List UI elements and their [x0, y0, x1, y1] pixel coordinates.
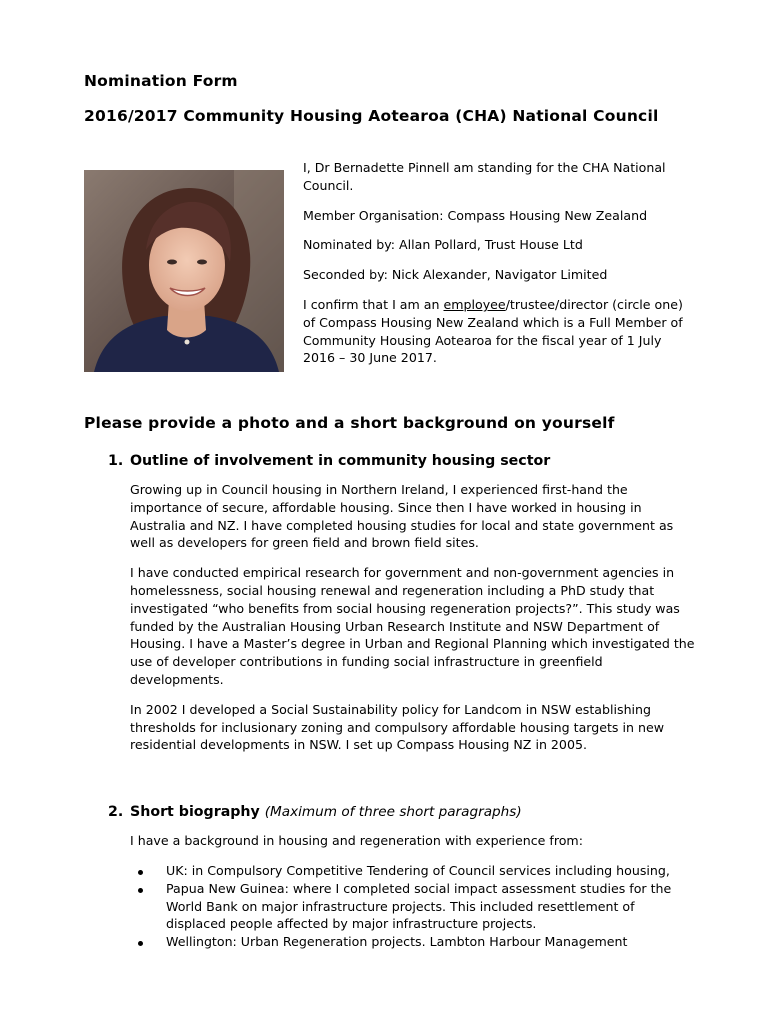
membership-confirmation	[303, 296, 688, 367]
list-item: Papua New Guinea: where I completed social impact assessment studies for the World Bank on major infrastructure projects. This included resettlement of displaced people affected by major infrastructure projects.	[130, 880, 695, 933]
form-title: Nomination Form	[84, 72, 238, 90]
biography-list	[130, 862, 695, 951]
confirm-prefix: I confirm that I am an	[303, 296, 444, 312]
item-2-intro-text: I have a background in housing and regeneration with experience from:	[130, 833, 583, 848]
item-2-heading	[108, 804, 522, 820]
item-1-body	[130, 481, 695, 766]
candidate-photo	[84, 170, 284, 372]
seconded-by: Seconded by: Nick Alexander, Navigator Limited	[303, 267, 608, 283]
candidate-details	[303, 159, 688, 379]
nominated-by: Nominated by: Allan Pollard, Trust House Ltd	[303, 237, 583, 253]
item-1-paragraph: Growing up in Council housing in Northern Ireland, I experienced first-hand the importance of secure, affordable housing. Since then I have worked in housing in Australia and NZ. I have completed housing studies for local and state government as well as developers for green field and brown field sites.	[130, 482, 674, 551]
item-2-title: Short biography	[130, 804, 260, 820]
bullet-icon	[138, 870, 143, 875]
list-item: UK: in Compulsory Competitive Tendering of Council services including housing,	[130, 862, 695, 880]
item-1-paragraph: In 2002 I developed a Social Sustainability policy for Landcom in NSW establishing thresholds for inclusionary zoning and compulsory affordable housing targets in new residential developments in NSW. I set up Compass Housing NZ in 2005.	[130, 701, 665, 753]
bullet-icon	[138, 888, 143, 893]
candidacy-statement: I, Dr Bernadette Pinnell am standing for the CHA National Council.	[303, 160, 666, 193]
confirm-suffix: /trustee/director (circle one) of Compass Housing New Zealand which is a Full Member of Community Housing Aotearoa for the fiscal year of 1 July 2016 – 30 June 2017.	[303, 296, 683, 366]
item-1-paragraph: I have conducted empirical research for government and non-government agencies in homelessness, social housing renewal and regeneration including a PhD study that investigated “who benefits from social housing regeneration projects?”. This study was funded by the Australian Housing Urban Research Institute and NSW Department of Housing. I have a Master’s degree in Urban and Regional Planning which investigated the use of developer contributions in funding social infrastructure in greenfield developments.	[130, 565, 695, 687]
item-1-heading	[108, 453, 550, 469]
list-item: Wellington: Urban Regeneration projects. Lambton Harbour Management	[130, 933, 695, 951]
member-organisation: Member Organisation: Compass Housing New Zealand	[303, 207, 648, 223]
section-heading: Please provide a photo and a short background on yourself	[84, 414, 615, 432]
item-2-intro	[130, 832, 695, 862]
item-1-number: 1.	[108, 453, 124, 469]
council-title: 2016/2017 Community Housing Aotearoa (CHA) National Council	[84, 107, 659, 125]
item-2-hint: (Maximum of three short paragraphs)	[264, 804, 522, 820]
item-2-number: 2.	[108, 804, 124, 820]
selected-role: employee	[443, 296, 506, 312]
bullet-icon	[138, 941, 143, 946]
item-1-title: Outline of involvement in community housing sector	[130, 453, 551, 469]
